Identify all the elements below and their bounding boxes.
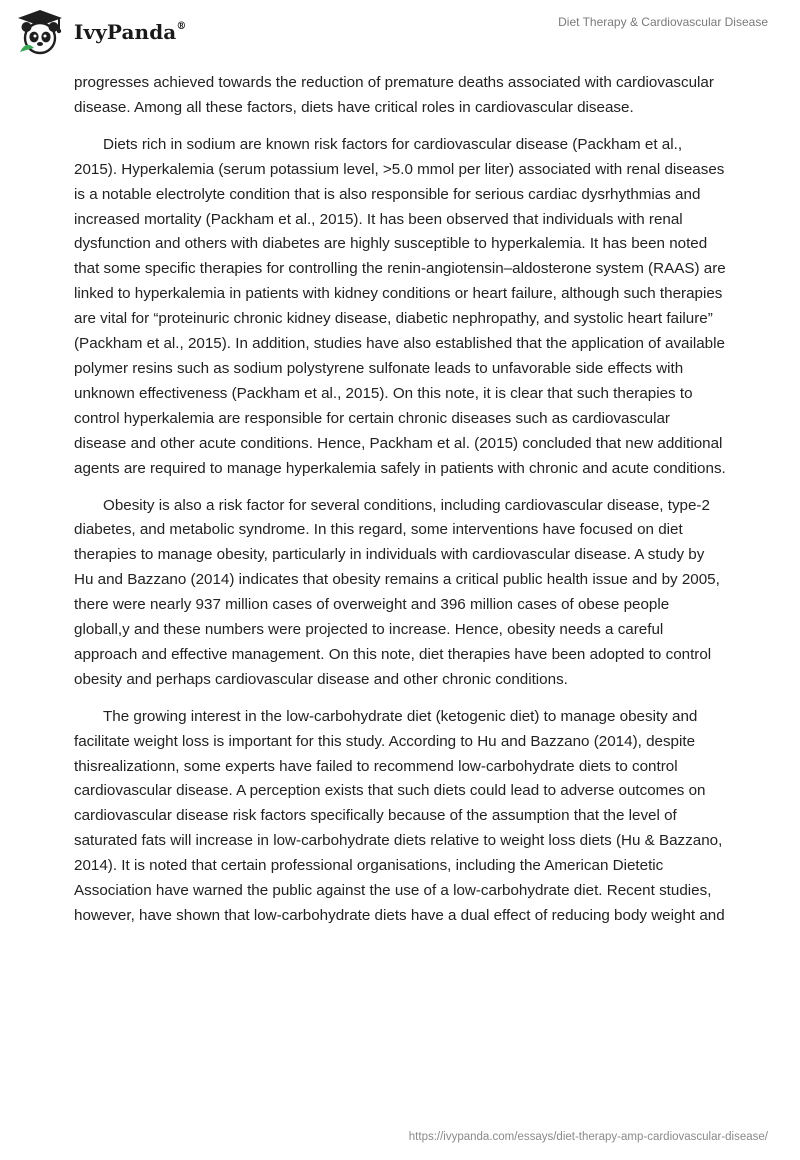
ivypanda-logo[interactable] — [14, 8, 186, 56]
brand-name-text: IvyPanda — [74, 20, 177, 44]
page-header — [0, 0, 800, 70]
source-url-link[interactable]: https://ivypanda.com/essays/diet-therapy-amp-cardiovascular-disease/ — [408, 1131, 768, 1143]
paragraph-3: Obesity is also a risk factor for several conditions, including cardiovascular disease, type-2 diabetes, and metabolic syndrome. In this regard, some interventions have focused on diet therapies to manage obesity, particularly in individuals with cardiovascular disease. A study by Hu and Bazzano (2014) indicates that obesity remains a critical public health issue and by 2005, there were nearly 937 million cases of overweight and 396 million cases of obese people globall,y and these numbers were projected to increase. Hence, obesity needs a careful approach and effective management. On this note, diet therapies have been adopted to control obesity and perhaps cardiovascular disease and other chronic conditions. — [74, 496, 720, 688]
panda-graduate-icon — [14, 8, 66, 56]
paragraph-1: progresses achieved towards the reduction of premature deaths associated with cardiovascular disease. Among all these factors, diets have critical roles in cardiovascular disease. — [74, 74, 714, 116]
paragraph-2: Diets rich in sodium are known risk factors for cardiovascular disease (Packham et al., 2015). Hyperkalemia (serum potassium level, >5.0 mmol per liter) associated with renal diseases is a notable electrolyte condition that is also responsible for serious cardiac dysrhythmias and increased mortality (Packham et al., 2015). It has been observed that individuals with renal dysfunction and others with diabetes are highly susceptible to hyperkalemia. It has been noted that some specific therapies for controlling the renin-angiotensin–aldosterone system (RAAS) are linked to hyperkalemia in patients with kidney conditions or heart failure, although such therapies are vital for “proteinuric chronic kidney disease, diabetic nephropathy, and systolic heart failure” (Packham et al., 2015). In addition, studies have also established that the application of available polymer resins such as sodium polystyrene sulfonate leads to unfavorable side effects with unknown effectiveness (Packham et al., 2015). On this note, it is clear that such therapies to control hyperkalemia are responsible for certain chronic diseases such as cardiovascular disease and other acute conditions. Hence, Packham et al. (2015) concluded that new additional agents are required to manage hyperkalemia safely in patients with chronic and acute conditions. — [74, 135, 726, 477]
paragraph-4: The growing interest in the low-carbohydrate diet (ketogenic diet) to manage obesity and facilitate weight loss is important for this study. According to Hu and Bazzano (2014), despite thisrealizationn, some experts have failed to recommend low-carbohydrate diets to control cardiovascular disease. A perception exists that such diets could lead to adverse outcomes on cardiovascular disease risk factors specifically because of the assumption that the level of saturated fats will increase in low-carbohydrate diets relative to weight loss diets (Hu & Bazzano, 2014). It is noted that certain professional organisations, including the American Dietetic Association have warned the public against the use of a low-carbohydrate diet. Recent studies, however, have shown that low-carbohydrate diets have a dual effect of reducing body weight and — [74, 707, 725, 924]
registered-mark: ® — [176, 21, 187, 33]
essay-body — [74, 71, 726, 941]
document-title: Diet Therapy & Cardiovascular Disease — [558, 15, 768, 29]
brand-name — [74, 20, 186, 44]
